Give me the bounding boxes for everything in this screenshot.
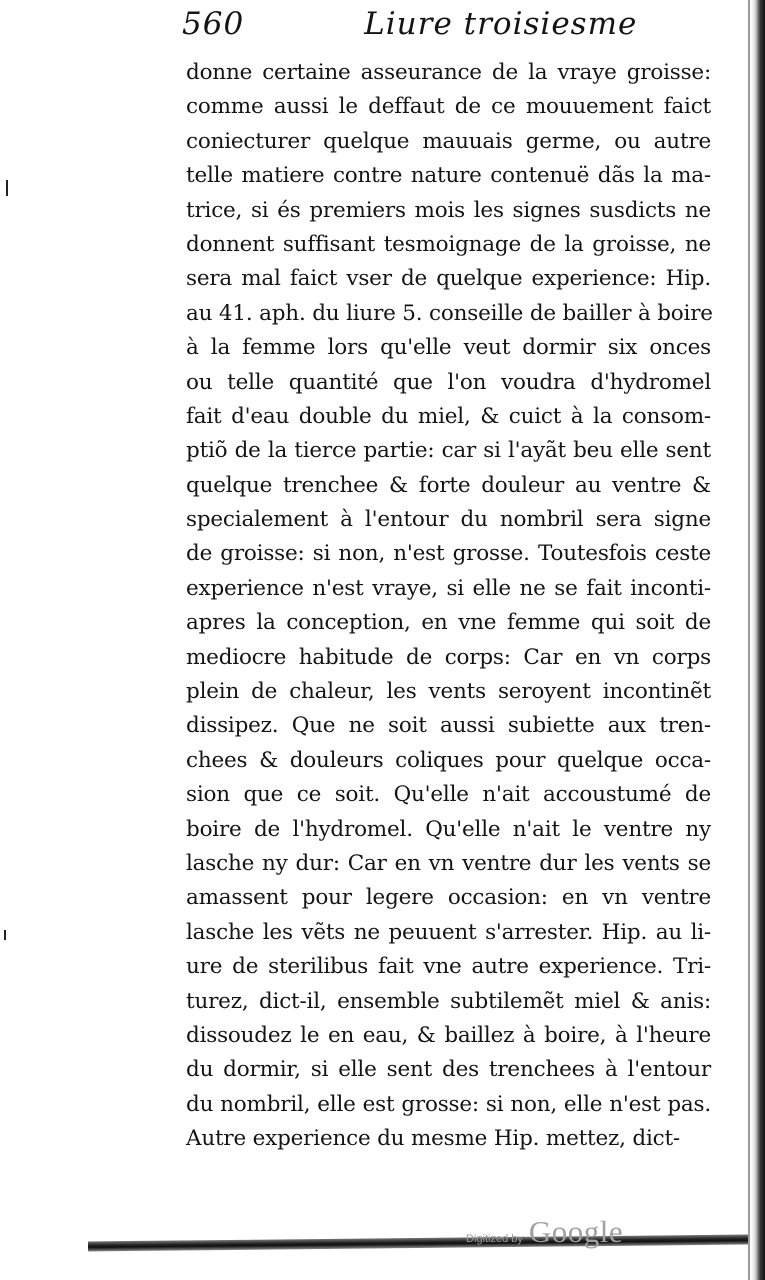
text-line: ure de sterilibus fait vne autre experience. Tri- xyxy=(186,954,711,980)
text-line: amassent pour legere occasion: en vn ventre xyxy=(186,885,711,911)
body-text xyxy=(186,56,711,1157)
text-line: turez, dict-il, ensemble subtilemẽt miel & anis: xyxy=(186,988,711,1014)
text-line: donnent suffisant tesmoignage de la groisse, ne xyxy=(186,231,711,257)
text-line: ptiõ de la tierce partie: car si l'ayãt beu elle sent xyxy=(186,438,711,464)
text-line: du dormir, si elle sent des trenchees à l'entour xyxy=(186,1057,711,1083)
digitized-by-watermark xyxy=(466,1214,623,1250)
text-line: comme aussi le deffaut de ce mouuement faict xyxy=(186,94,711,120)
running-head xyxy=(182,6,742,48)
text-line: trice, si és premiers mois les signes susdicts ne xyxy=(186,197,711,223)
running-title: Liure troisiesme xyxy=(364,6,638,42)
text-line: apres la conception, en vne femme qui soit de xyxy=(186,610,711,636)
text-line: dissoudez le en eau, & baillez à boire, à l'heure xyxy=(186,1022,711,1048)
text-line: quelque trenchee & forte douleur au ventre & xyxy=(186,472,711,498)
page-bottom-edge xyxy=(88,1235,748,1252)
text-line: dissipez. Que ne soit aussi subiette aux tren- xyxy=(186,713,711,739)
digitized-by-text: Digitized by xyxy=(466,1233,523,1245)
page-number: 560 xyxy=(182,6,245,42)
text-line: mediocre habitude de corps: Car en vn corps xyxy=(186,644,711,670)
text-line: sion que ce soit. Qu'elle n'ait accoustumé de xyxy=(186,782,711,808)
text-line: lasche ny dur: Car en vn ventre dur les vents se xyxy=(186,850,711,876)
text-line: telle matiere contre nature contenuë dãs la ma- xyxy=(186,163,711,189)
text-line: boire de l'hydromel. Qu'elle n'ait le ventre ny xyxy=(186,816,711,842)
text-line: sera mal faict vser de quelque experience: Hip. xyxy=(186,266,711,292)
text-line: chees & douleurs coliques pour quelque occa- xyxy=(186,747,711,773)
page-right-edge xyxy=(751,0,765,1280)
text-line: Autre experience du mesme Hip. mettez, dict- xyxy=(186,1126,680,1152)
text-line: au 41. aph. du liure 5. conseille de bailler à boire xyxy=(186,300,713,326)
margin-mark xyxy=(6,180,8,196)
text-line: plein de chaleur, les vents seroyent incontinẽt xyxy=(186,679,711,705)
margin-mark xyxy=(4,930,6,940)
text-line: donne certaine asseurance de la vraye groisse: xyxy=(186,60,711,85)
text-line: ou telle quantité que l'on voudra d'hydromel xyxy=(186,369,711,395)
google-logo: Google xyxy=(528,1214,624,1249)
text-line: à la femme lors qu'elle veut dormir six onces xyxy=(186,335,711,361)
text-line: coniecturer quelque mauuais germe, ou autre xyxy=(186,128,711,154)
text-line: fait d'eau double du miel, & cuict à la consom- xyxy=(186,403,711,429)
text-line: du nombril, elle est grosse: si non, elle n'est pas. xyxy=(186,1091,711,1117)
text-line: specialement à l'entour du nombril sera signe xyxy=(186,507,711,533)
text-line: experience n'est vraye, si elle ne se fait inconti- xyxy=(186,575,711,601)
text-line: lasche les vẽts ne peuuent s'arrester. Hip. au li- xyxy=(186,919,711,945)
text-line: de groisse: si non, n'est grosse. Toutesfois ceste xyxy=(186,541,711,567)
